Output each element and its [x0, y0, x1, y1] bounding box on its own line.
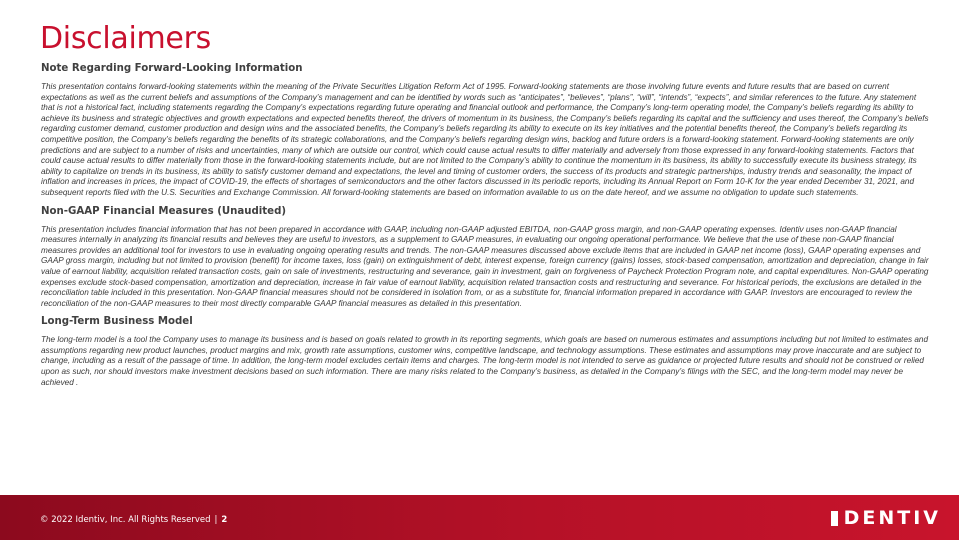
copyright-text: © 2022 Identiv, Inc. All Rights Reserved: [40, 515, 211, 525]
disclaimer-content: [41, 62, 929, 394]
section-heading: Long-Term Business Model: [41, 316, 193, 328]
footer-info: [40, 514, 227, 526]
section-forward-looking: [41, 62, 929, 199]
page-title: Disclaimers: [40, 21, 211, 56]
section-heading: Non-GAAP Financial Measures (Unaudited): [41, 205, 287, 217]
section-heading: Note Regarding Forward-Looking Information: [41, 63, 303, 74]
section-non-gaap: [41, 205, 929, 310]
page-number: 2: [221, 515, 228, 525]
logo-text: DENTIV: [843, 507, 941, 529]
footer-separator: |: [214, 515, 218, 525]
identiv-logo: [831, 507, 941, 529]
section-body: This presentation includes financial information that has not been prepared in accordance with GAAP, including non-GAAP adjusted EBITDA, non-GAAP gross margin, and non-GAAP operating expenses. Identiv uses non-GAAP financial measures internally in analyzing its financial results and believes they are useful to investors, as a supplement to GAAP measures, in evaluating our ongoing operational performance. We believe that the use of these non-GAAP financial measures provides an additional tool for investors to use in evaluating ongoing operating results and trends. The non-GAAP measures discussed above exclude items that are included in GAAP net income (loss), GAAP operating expenses and GAAP gross margin, including but not limited to provision (benefit) for income taxes, loss (gain) on extinguishment of debt, interest expense, foreign currency (gains) losses, stock-based compensation, amortization and depreciation, change in fair value of earnout liability, acquisition related transaction costs, gain on sale of investments, restructuring and severance, gain in investment, gain on forgiveness of Paycheck Protection Program note, and capital expenditures. Non-GAAP operating expenses exclude stock-based compensation, amortization and depreciation, increase in fair value of earnout liability, acquisition related transaction costs and restructuring and severance. For historical periods, the exclusions are detailed in the reconciliation table included in this presentation. Non-GAAP financial measures should not be considered in isolation from, or as a substitute for, financial information prepared in accordance with GAAP. Investors are encouraged to review the reconciliation of the non-GAAP measures to their most directly comparable GAAP financial measures as detailed in this presentation.: [41, 224, 929, 308]
section-long-term-model: [41, 315, 929, 388]
section-body: The long-term model is a tool the Company uses to manage its business and is based on goals related to growth in its reporting segments, which goals are based on numerous estimates and assumptions including but not limited to estimates and assumptions regarding new product launches, product margins and mix, growth rate assumptions, customer wins, competitive landscape, and technology assumptions. These estimates and assumptions may prove inaccurate and are subject to change, including as a result of the passage of time. In addition, the long-term model excludes certain items and charges. The long-term model is not intended to serve as guidance or projected future results and should not be construed or relied upon as such, nor should investors make investment decisions based on such information. There are many risks related to the Company’s business, as detailed in the Company’s filings with the SEC, and the long-term model may never be achieved .: [41, 335, 929, 387]
section-body: This presentation contains forward-looking statements within the meaning of the Private Securities Litigation Reform Act of 1995. Forward-looking statements are those involving future events and future results that are based on current expectations as well as the current beliefs and assumptions of the Company’s management and can be identified by words such as “anticipates”, “believes”, “plans”, “will”, “intends”, “expects”, and similar references to the future. Any statement that is not a historical fact, including statements regarding the Company’s expectations regarding future operating and financial outlook and performance, the Company’s long-term operating model, the Company’s beliefs regarding its ability to achieve its business and strategic objectives and growth expectations and expected benefits thereof, the drivers of momentum in its business, the Company’s beliefs regarding its capital and the sufficiency and uses thereof, the Company’s beliefs regarding customer demand, customer production and design wins and the associated benefits, the Company’s beliefs regarding its ability to execute on its key initiatives and the potential benefits thereof, the Company’s beliefs regarding its competitive position, the Company’s beliefs regarding the benefits of its strategic collaborations, and the Company’s beliefs regarding design wins, backlog and future orders is a forward-looking statement. Forward-looking statements are only predictions and are subject to a number of risks and uncertainties, many of which are outside our control, which could cause actual results to differ materially and adversely from those expressed in any forward-looking statements. Factors that could cause actual results to differ materially from those in the forward-looking statements include, but are not limited to the Company’s ability to continue the momentum in its business, its ability to successfully execute its business strategy, its ability to capitalize on trends in its business, its ability to satisfy customer demand and expectations, the level and timing of customer orders, the success of its products and strategic partnerships, industry trends and seasonality, the impact of inflation and increases in prices, the impact of COVID-19, the effects of shortages of semiconductors and the other factors discussed in its periodic reports, including its Annual Report on Form 10-K for the year ended December 31, 2021, and subsequent reports filed with the U.S. Securities and Exchange Commission. All forward-looking statements are based on information available to us on the date hereof, and we assume no obligation to update such statements.: [41, 82, 929, 197]
logo-i-mark-icon: [831, 511, 838, 526]
footer-bar: [0, 495, 959, 540]
